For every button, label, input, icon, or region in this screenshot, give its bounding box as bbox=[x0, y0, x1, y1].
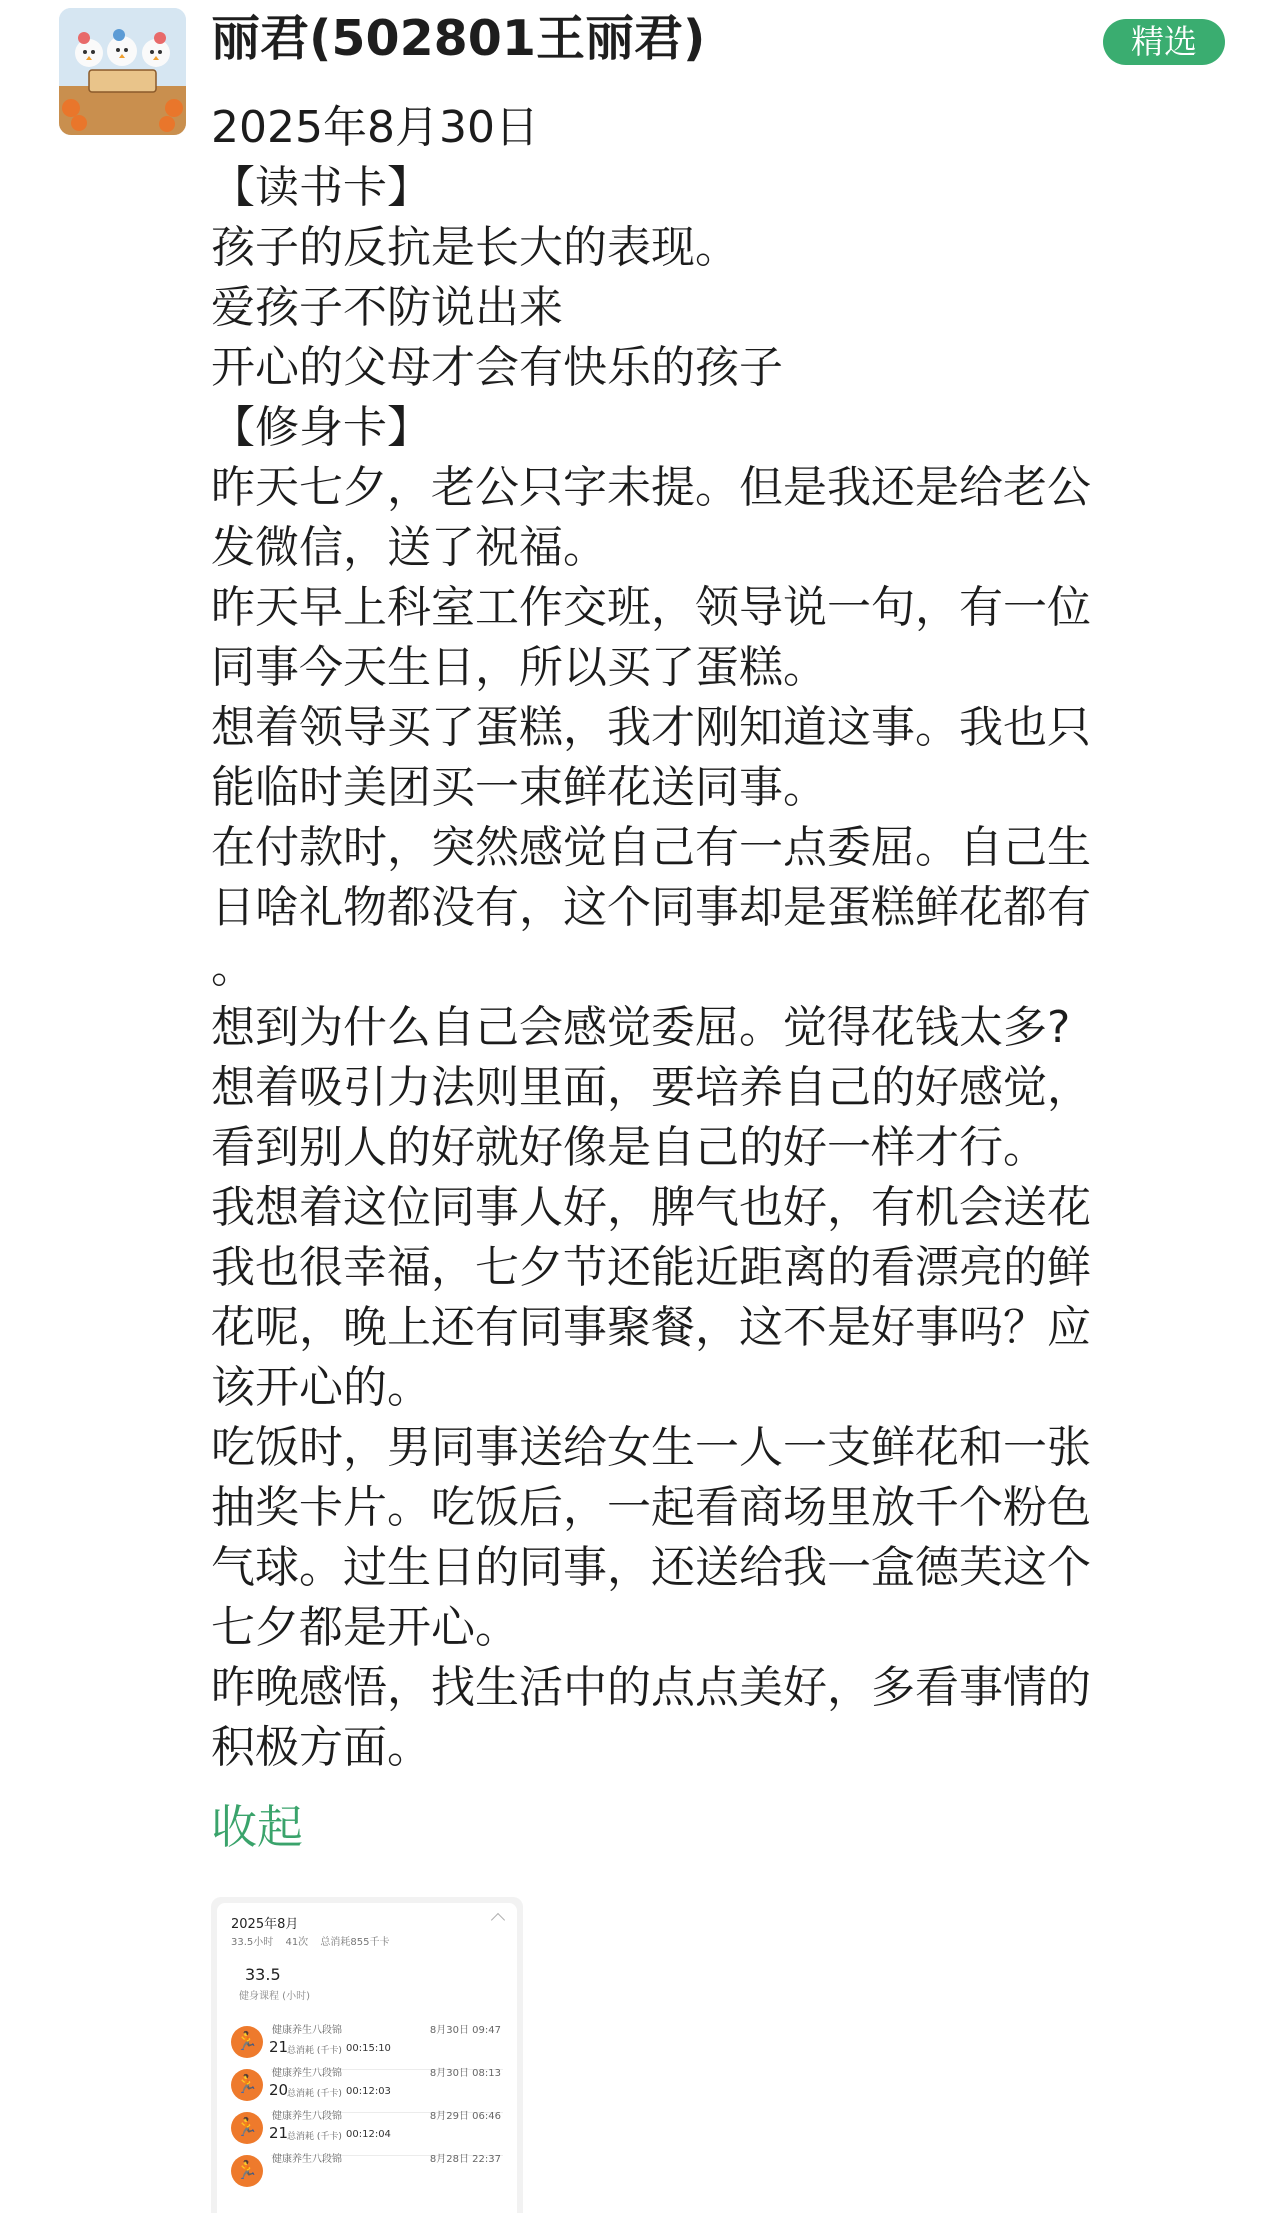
exercise-figure-icon: 🏃 bbox=[231, 2155, 263, 2187]
entry-name: 健康养生八段锦 bbox=[272, 2068, 342, 2079]
thumbnail-count: 41次 bbox=[285, 1937, 309, 1948]
chevron-up-icon bbox=[491, 1913, 505, 1927]
avatar[interactable] bbox=[59, 8, 186, 135]
entry-date: 8月30日 08:13 bbox=[429, 2068, 501, 2079]
thumbnail-big-value: 33.5 bbox=[245, 1965, 281, 1984]
post-line: 能临时美团买一束鲜花送同事。 bbox=[211, 762, 827, 813]
username[interactable]: 丽君(502801王丽君) bbox=[211, 10, 706, 67]
post-line: 该开心的。 bbox=[211, 1362, 431, 1413]
post-line: 。 bbox=[211, 942, 255, 993]
post-line: 想着领导买了蛋糕，我才刚知道这事。我也只 bbox=[211, 702, 1091, 753]
post-line: 看到别人的好就好像是自己的好一样才行。 bbox=[211, 1122, 1047, 1173]
post-line: 积极方面。 bbox=[211, 1722, 431, 1773]
entry-duration: 00:12:04 bbox=[346, 2129, 391, 2140]
post-line: 昨天七夕，老公只字未提。但是我还是给老公 bbox=[211, 462, 1091, 513]
exercise-figure-icon: 🏃 bbox=[231, 2112, 263, 2144]
entry-unit: 总消耗 (千卡) bbox=[287, 2089, 342, 2099]
thumbnail-card bbox=[217, 1903, 517, 2213]
entry-name: 健康养生八段锦 bbox=[272, 2154, 342, 2165]
thumbnail-summary bbox=[231, 1933, 398, 1948]
entry-value: 21 bbox=[269, 2038, 289, 2056]
post-line: 花呢，晚上还有同事聚餐，这不是好事吗？应 bbox=[211, 1302, 1091, 1353]
entry-date: 8月29日 06:46 bbox=[429, 2111, 501, 2122]
featured-badge: 精选 bbox=[1103, 19, 1225, 65]
entry-value: 20 bbox=[269, 2081, 289, 2099]
entry-value: 21 bbox=[269, 2124, 289, 2142]
thumbnail-hours: 33.5小时 bbox=[231, 1937, 274, 1948]
list-item bbox=[217, 2147, 517, 2207]
post-line: 我想着这位同事人好，脾气也好，有机会送花 bbox=[211, 1182, 1091, 1233]
post-line: 同事今天生日，所以买了蛋糕。 bbox=[211, 642, 827, 693]
thumbnail-calories: 总消耗855千卡 bbox=[320, 1937, 390, 1948]
post-line: 想着吸引力法则里面，要培养自己的好感觉， bbox=[211, 1062, 1091, 1113]
post-line: 吃饭时，男同事送给女生一人一支鲜花和一张 bbox=[211, 1422, 1091, 1473]
entry-name: 健康养生八段锦 bbox=[272, 2111, 342, 2122]
post-line: 在付款时，突然感觉自己有一点委屈。自己生 bbox=[211, 822, 1091, 873]
entry-duration: 00:15:10 bbox=[346, 2043, 391, 2054]
thumbnail-month-title: 2025年8月 bbox=[231, 1917, 299, 1932]
post-line: 昨晚感悟，找生活中的点点美好，多看事情的 bbox=[211, 1662, 1091, 1713]
post-line: 昨天早上科室工作交班，领导说一句，有一位 bbox=[211, 582, 1091, 633]
post-line: 发微信，送了祝福。 bbox=[211, 522, 607, 573]
entry-date: 8月30日 09:47 bbox=[429, 2025, 501, 2036]
post-line: 日啥礼物都没有，这个同事却是蛋糕鲜花都有 bbox=[211, 882, 1091, 933]
collapse-link[interactable]: 收起 bbox=[211, 1800, 303, 1854]
thumbnail-big-label: 健身课程 (小时) bbox=[239, 1991, 310, 2002]
post-line: 想到为什么自己会感觉委屈。觉得花钱太多? bbox=[211, 1002, 1071, 1053]
post-line: 气球。过生日的同事，还送给我一盒德芙这个 bbox=[211, 1542, 1091, 1593]
attached-image-thumbnail[interactable] bbox=[211, 1897, 523, 2213]
post-line: 抽奖卡片。吃饭后，一起看商场里放千个粉色 bbox=[211, 1482, 1091, 1533]
post-line: 【读书卡】 bbox=[211, 162, 431, 213]
entry-unit: 总消耗 (千卡) bbox=[287, 2046, 342, 2056]
post-line: 孩子的反抗是长大的表现。 bbox=[211, 222, 739, 273]
entry-date: 8月28日 22:37 bbox=[429, 2154, 501, 2165]
entry-name: 健康养生八段锦 bbox=[272, 2025, 342, 2036]
post-line: 我也很幸福，七夕节还能近距离的看漂亮的鲜 bbox=[211, 1242, 1091, 1293]
post-line: 2025年8月30日 bbox=[211, 102, 539, 153]
post-line: 开心的父母才会有快乐的孩子 bbox=[211, 342, 783, 393]
post-line: 爱孩子不防说出来 bbox=[211, 282, 563, 333]
exercise-figure-icon: 🏃 bbox=[231, 2026, 263, 2058]
entry-unit: 总消耗 (千卡) bbox=[287, 2132, 342, 2142]
avatar-illustration bbox=[59, 8, 186, 135]
exercise-figure-icon: 🏃 bbox=[231, 2069, 263, 2101]
entry-duration: 00:12:03 bbox=[346, 2086, 391, 2097]
post-text bbox=[211, 98, 1201, 1778]
post-line: 七夕都是开心。 bbox=[211, 1602, 519, 1653]
post-line: 【修身卡】 bbox=[211, 402, 431, 453]
